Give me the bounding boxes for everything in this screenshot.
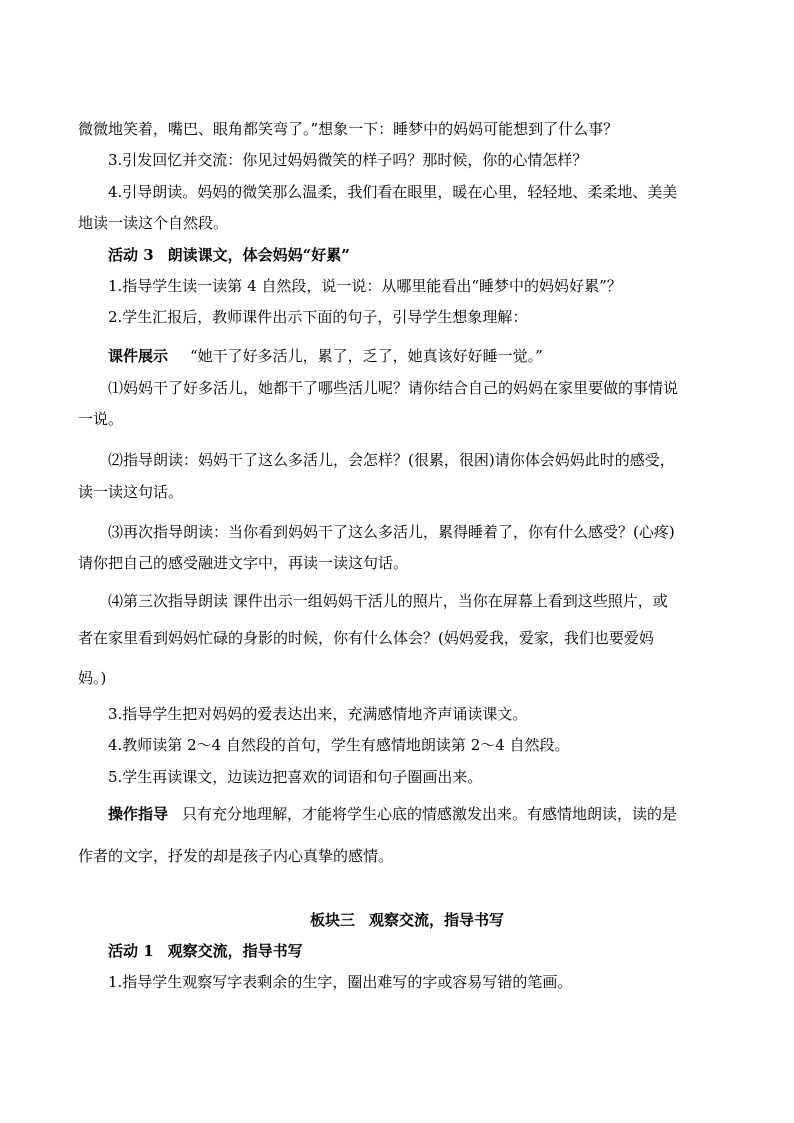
section-title: 观察交流，指导书写 [369, 911, 505, 929]
paragraph-text: 3.引发回忆并交流：你见过妈妈微笑的样子吗？那时候，你的心情怎样？ [108, 151, 588, 169]
paragraph-text: 5.学生再读课文，边读边把喜欢的词语和句子圈画出来。 [108, 768, 483, 786]
question-line [78, 482, 183, 502]
paragraph-text: 4.教师读第 2～4 自然段的首句，学生有感情地朗读第 2～4 自然段。 [108, 736, 570, 754]
paragraph-line [108, 276, 622, 296]
paragraph-line [108, 307, 527, 327]
paragraph-text: 微微地笑着，嘴巴、眼角都笑弯了。”想象一下：睡梦中的妈妈可能想到了什么事？ [78, 120, 619, 138]
question-line [108, 378, 678, 398]
guide-text: 作者的文字，抒发的却是孩子内心真挚的感情。 [78, 847, 394, 865]
courseware-display [108, 346, 543, 366]
question-text: 者在家里看到妈妈忙碌的身影的时候，你有什么体会？(妈妈爱我，爱家，我们也要爱妈 [78, 629, 654, 647]
paragraph-line [78, 119, 618, 139]
paragraph-text: 4.引导朗读。妈妈的微笑那么温柔，我们看在眼里，暖在心里，轻轻地、柔柔地、美美 [108, 183, 678, 201]
question-text: 请你把自己的感受融进文字中，再读一读这句话。 [78, 554, 409, 572]
courseware-label: 课件展示 [108, 347, 169, 365]
activity-title: 朗读课文，体会妈妈“好累” [167, 246, 350, 264]
paragraph-line [78, 213, 228, 233]
question-line [108, 450, 675, 470]
activity-heading [108, 941, 303, 961]
question-text: ⑴妈妈干了好多活儿，她都干了哪些活儿呢？请你结合自己的妈妈在家里要做的事情说 [108, 379, 679, 397]
question-text: ⑶再次指导朗读：当你看到妈妈干了这么多活儿，累得睡着了，你有什么感受？(心疼) [108, 523, 675, 541]
paragraph-text: 1.指导学生观察写字表剩余的生字，圈出难写的字或容易写错的笔画。 [108, 973, 573, 991]
paragraph-line [78, 846, 393, 866]
question-line [78, 553, 408, 573]
question-text: ⑷第三次指导朗读 课件出示一组妈妈干活儿的照片，当你在屏幕上看到这些照片，或 [108, 592, 668, 610]
question-text: 一说。 [78, 410, 124, 428]
question-line [78, 668, 106, 688]
question-line [78, 409, 123, 429]
activity-heading [108, 245, 350, 265]
paragraph-text: 1.指导学生读一读第 4 自然段，说一说：从哪里能看出“睡梦中的妈妈好累”？ [108, 277, 622, 295]
guide-text: 只有充分地理解，才能将学生心底的情感激发出来。有感情地朗读，读的是 [182, 805, 678, 823]
question-text: ⑵指导朗读：妈妈干了这么多活儿，会怎样？(很累，很困)请你体会妈妈此时的感受， [108, 451, 675, 469]
operation-guide [108, 804, 677, 824]
paragraph-line [108, 767, 482, 787]
guide-label: 操作指导 [108, 805, 169, 823]
paragraph-line [108, 704, 527, 724]
paragraph-text: 2.学生汇报后，教师课件出示下面的句子，引导学生想象理解： [108, 308, 528, 326]
section-label: 板块三 [310, 911, 356, 929]
question-line [78, 628, 654, 648]
question-line [108, 591, 668, 611]
question-text: 读一读这句话。 [78, 483, 184, 501]
paragraph-line [108, 972, 572, 992]
paragraph-line [108, 182, 677, 202]
paragraph-text: 3.指导学生把对妈妈的爱表达出来，充满感情地齐声诵读课文。 [108, 705, 528, 723]
activity-label: 活动 1 [108, 942, 154, 960]
paragraph-text: 地读一读这个自然段。 [78, 214, 229, 232]
activity-label: 活动 3 [108, 246, 154, 264]
section-heading [310, 910, 504, 930]
paragraph-line [108, 735, 570, 755]
paragraph-line [108, 150, 587, 170]
courseware-text: “她干了好多活儿，累了，乏了，她真该好好睡一觉。” [190, 347, 543, 365]
question-text: 妈。) [78, 669, 107, 687]
question-line [108, 522, 675, 542]
activity-title: 观察交流，指导书写 [167, 942, 303, 960]
